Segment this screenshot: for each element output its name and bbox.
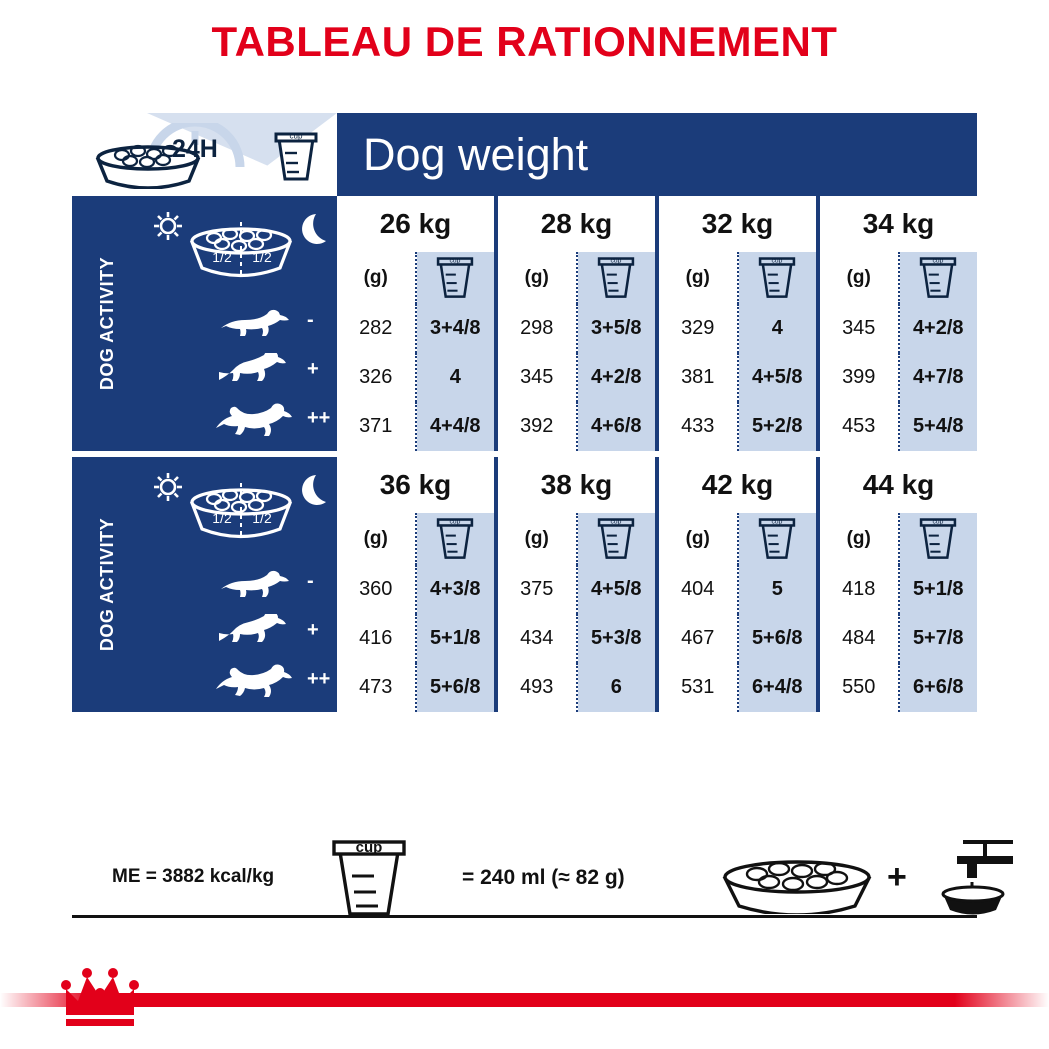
weight-cell: 36 kg (337, 457, 498, 513)
weight-cell: 32 kg (659, 196, 820, 252)
unit-group (820, 513, 977, 565)
grams-value: 404 (659, 565, 739, 614)
table-row (498, 565, 655, 614)
grams-value: 298 (498, 304, 578, 353)
bowl-fraction-right: 1/2 (252, 249, 272, 265)
water-tap-icon (927, 836, 1037, 920)
table-row (337, 663, 494, 712)
measuring-cup-icon (435, 517, 475, 561)
unit-group (337, 513, 498, 565)
measuring-cup-icon (320, 834, 420, 920)
svg-text:cup: cup (355, 839, 383, 856)
unit-grams: (g) (337, 252, 417, 304)
activity-level-3: ++ (307, 407, 331, 429)
crown-logo-icon (60, 963, 140, 1039)
weight-cell: 26 kg (337, 196, 498, 252)
cup-value: 4+2/8 (900, 304, 978, 353)
table-row (498, 614, 655, 663)
activity-level-1: - (307, 570, 314, 592)
measuring-cup-icon (918, 517, 958, 561)
unit-header-row-2 (337, 513, 977, 565)
cup-value: 6+6/8 (900, 663, 978, 712)
table-row (659, 663, 816, 712)
unit-group (498, 252, 659, 304)
weight-column (498, 565, 659, 712)
block-left-column-2 (144, 457, 337, 712)
data-rows-2 (337, 565, 977, 712)
grams-value: 550 (820, 663, 900, 712)
food-bowl-icon (717, 842, 877, 914)
weight-cell: 44 kg (862, 469, 935, 500)
grams-value: 434 (498, 614, 578, 663)
unit-cup (417, 252, 495, 304)
cup-value: 5+6/8 (739, 614, 817, 663)
table-row (337, 614, 494, 663)
block-left-column-1 (144, 196, 337, 451)
cup-value: 5+6/8 (417, 663, 495, 712)
cup-value: 6+4/8 (739, 663, 817, 712)
unit-grams: (g) (337, 513, 417, 565)
page-title: TABLEAU DE RATIONNEMENT (211, 18, 838, 65)
duration-label: 24H (172, 135, 218, 163)
grams-value: 493 (498, 663, 578, 712)
grams-value: 381 (659, 353, 739, 402)
measuring-cup-icon (435, 256, 475, 300)
svg-text:cup: cup (449, 518, 461, 526)
side-label-text: DOG ACTIVITY (97, 256, 118, 391)
side-label-text: DOG ACTIVITY (97, 517, 118, 652)
activity-row-high-2 (144, 655, 337, 704)
weight-header-row-1 (337, 196, 977, 252)
weight-header-row-2 (337, 457, 977, 513)
cup-value: 4+5/8 (739, 353, 817, 402)
cup-value: 4 (739, 304, 817, 353)
unit-header-row-1 (337, 252, 977, 304)
measuring-cup-icon (757, 517, 797, 561)
cup-value: 4+2/8 (578, 353, 656, 402)
cup-value: 6 (578, 663, 656, 712)
measuring-cup-icon (757, 256, 797, 300)
unit-grams: (g) (498, 513, 578, 565)
svg-text:cup: cup (610, 257, 622, 265)
table-row (820, 353, 977, 402)
grams-value: 375 (498, 565, 578, 614)
unit-cup (417, 513, 495, 565)
activity-level-2: + (307, 619, 319, 641)
activity-row-medium-1 (144, 345, 337, 394)
cup-value: 4+6/8 (578, 402, 656, 451)
grams-value: 326 (337, 353, 417, 402)
cup-value: 4 (417, 353, 495, 402)
sun-moon-bowl-icon (144, 457, 337, 553)
grams-value: 360 (337, 565, 417, 614)
cup-value: 4+7/8 (900, 353, 978, 402)
dog-medium-activity-icon (213, 353, 299, 387)
table-row (820, 304, 977, 353)
table-row (659, 402, 816, 451)
cup-value: 3+4/8 (417, 304, 495, 353)
measuring-cup-icon (596, 517, 636, 561)
grams-value: 484 (820, 614, 900, 663)
activity-icons-2 (144, 553, 337, 704)
unit-group (659, 513, 820, 565)
unit-cup (900, 513, 978, 565)
unit-cup (739, 252, 817, 304)
unit-group (337, 252, 498, 304)
weight-column (337, 304, 498, 451)
data-grid-2 (337, 457, 977, 712)
activity-level-3: ++ (307, 668, 331, 690)
grams-value: 416 (337, 614, 417, 663)
unit-grams: (g) (820, 252, 900, 304)
weight-cell: 34 kg (862, 208, 935, 239)
unit-grams: (g) (659, 513, 739, 565)
unit-grams: (g) (659, 252, 739, 304)
cup-value: 4+5/8 (578, 565, 656, 614)
table-row (820, 614, 977, 663)
svg-text:cup: cup (932, 257, 944, 265)
dog-activity-side-label-2 (72, 457, 144, 712)
grams-value: 467 (659, 614, 739, 663)
cup-value: 4+3/8 (417, 565, 495, 614)
dog-high-activity-icon (213, 663, 299, 697)
unit-grams: (g) (820, 513, 900, 565)
table-row (498, 353, 655, 402)
grams-value: 371 (337, 402, 417, 451)
data-grid-1 (337, 196, 977, 451)
cup-value: 5+7/8 (900, 614, 978, 663)
table-row (498, 402, 655, 451)
svg-text:cup: cup (449, 257, 461, 265)
measuring-cup-icon (918, 256, 958, 300)
unit-cup (578, 513, 656, 565)
table-row (820, 565, 977, 614)
table-footer (72, 830, 977, 922)
table-row (337, 353, 494, 402)
cup-value: 3+5/8 (578, 304, 656, 353)
svg-text:1/2: 1/2 (212, 510, 232, 526)
svg-text:cup: cup (289, 131, 303, 141)
table-header (72, 113, 977, 196)
dog-medium-activity-icon (213, 614, 299, 648)
table-row (659, 353, 816, 402)
brand-bar (0, 953, 1049, 1049)
grams-value: 392 (498, 402, 578, 451)
grams-value: 418 (820, 565, 900, 614)
cup-value: 5+4/8 (900, 402, 978, 451)
cup-value: 5+1/8 (900, 565, 978, 614)
dog-weight-header: Dog weight (337, 113, 977, 196)
bowl-halves-2 (144, 457, 337, 553)
cup-value: 4+4/8 (417, 402, 495, 451)
svg-text:1/2: 1/2 (252, 510, 272, 526)
weight-column (337, 565, 498, 712)
table-row (820, 663, 977, 712)
weight-cell: 42 kg (659, 457, 820, 513)
weight-column (498, 304, 659, 451)
table-row (820, 402, 977, 451)
table-row (659, 565, 816, 614)
grams-value: 473 (337, 663, 417, 712)
weight-column (820, 304, 977, 451)
bowl-fraction-left: 1/2 (212, 249, 232, 265)
table-row (498, 304, 655, 353)
cup-value: 5 (739, 565, 817, 614)
weight-column (820, 565, 977, 712)
feeding-table (72, 113, 977, 712)
plus-sign: + (887, 858, 907, 896)
cup-equivalence-label: = 240 ml (≈ 82 g) (462, 866, 625, 889)
unit-grams: (g) (498, 252, 578, 304)
cup-value: 5+1/8 (417, 614, 495, 663)
cup-value: 5+2/8 (739, 402, 817, 451)
table-row (337, 304, 494, 353)
bowl-halves-1 (144, 196, 337, 292)
weight-column (659, 565, 820, 712)
weight-block-1 (72, 196, 977, 451)
grams-value: 282 (337, 304, 417, 353)
weight-cell: 28 kg (498, 196, 659, 252)
dog-activity-side-label-1 (72, 196, 144, 451)
measuring-cup-icon (596, 256, 636, 300)
table-row (659, 614, 816, 663)
activity-level-2: + (307, 358, 319, 380)
grams-value: 329 (659, 304, 739, 353)
cup-value: 5+3/8 (578, 614, 656, 663)
sun-moon-bowl-icon (144, 196, 337, 292)
weight-block-2 (72, 457, 977, 712)
brand-stripe (0, 993, 1049, 1007)
activity-row-high-1 (144, 394, 337, 443)
table-row (498, 663, 655, 712)
activity-row-medium-2 (144, 606, 337, 655)
grams-value: 345 (820, 304, 900, 353)
table-row (337, 565, 494, 614)
weight-cell: 38 kg (498, 457, 659, 513)
unit-group (820, 252, 977, 304)
activity-row-low-1 (144, 296, 337, 345)
footer-divider (72, 915, 977, 918)
table-row (659, 304, 816, 353)
data-rows-1 (337, 304, 977, 451)
grams-value: 433 (659, 402, 739, 451)
grams-value: 399 (820, 353, 900, 402)
svg-text:cup: cup (771, 518, 783, 526)
grams-value: 345 (498, 353, 578, 402)
unit-group (498, 513, 659, 565)
dog-low-activity-icon (213, 304, 299, 338)
unit-cup (578, 252, 656, 304)
grams-value: 453 (820, 402, 900, 451)
svg-text:cup: cup (771, 257, 783, 265)
unit-cup (900, 252, 978, 304)
dog-low-activity-icon (213, 565, 299, 599)
activity-level-1: - (307, 309, 314, 331)
unit-group (659, 252, 820, 304)
measuring-cup-icon (273, 131, 319, 183)
svg-text:cup: cup (932, 518, 944, 526)
weight-column (659, 304, 820, 451)
svg-text:cup: cup (610, 518, 622, 526)
activity-icons-1 (144, 292, 337, 443)
dog-high-activity-icon (213, 402, 299, 436)
unit-cup (739, 513, 817, 565)
grams-value: 531 (659, 663, 739, 712)
me-energy-label: ME = 3882 kcal/kg (112, 866, 275, 887)
header-left-cell (72, 113, 337, 196)
table-row (337, 402, 494, 451)
activity-row-low-2 (144, 557, 337, 606)
